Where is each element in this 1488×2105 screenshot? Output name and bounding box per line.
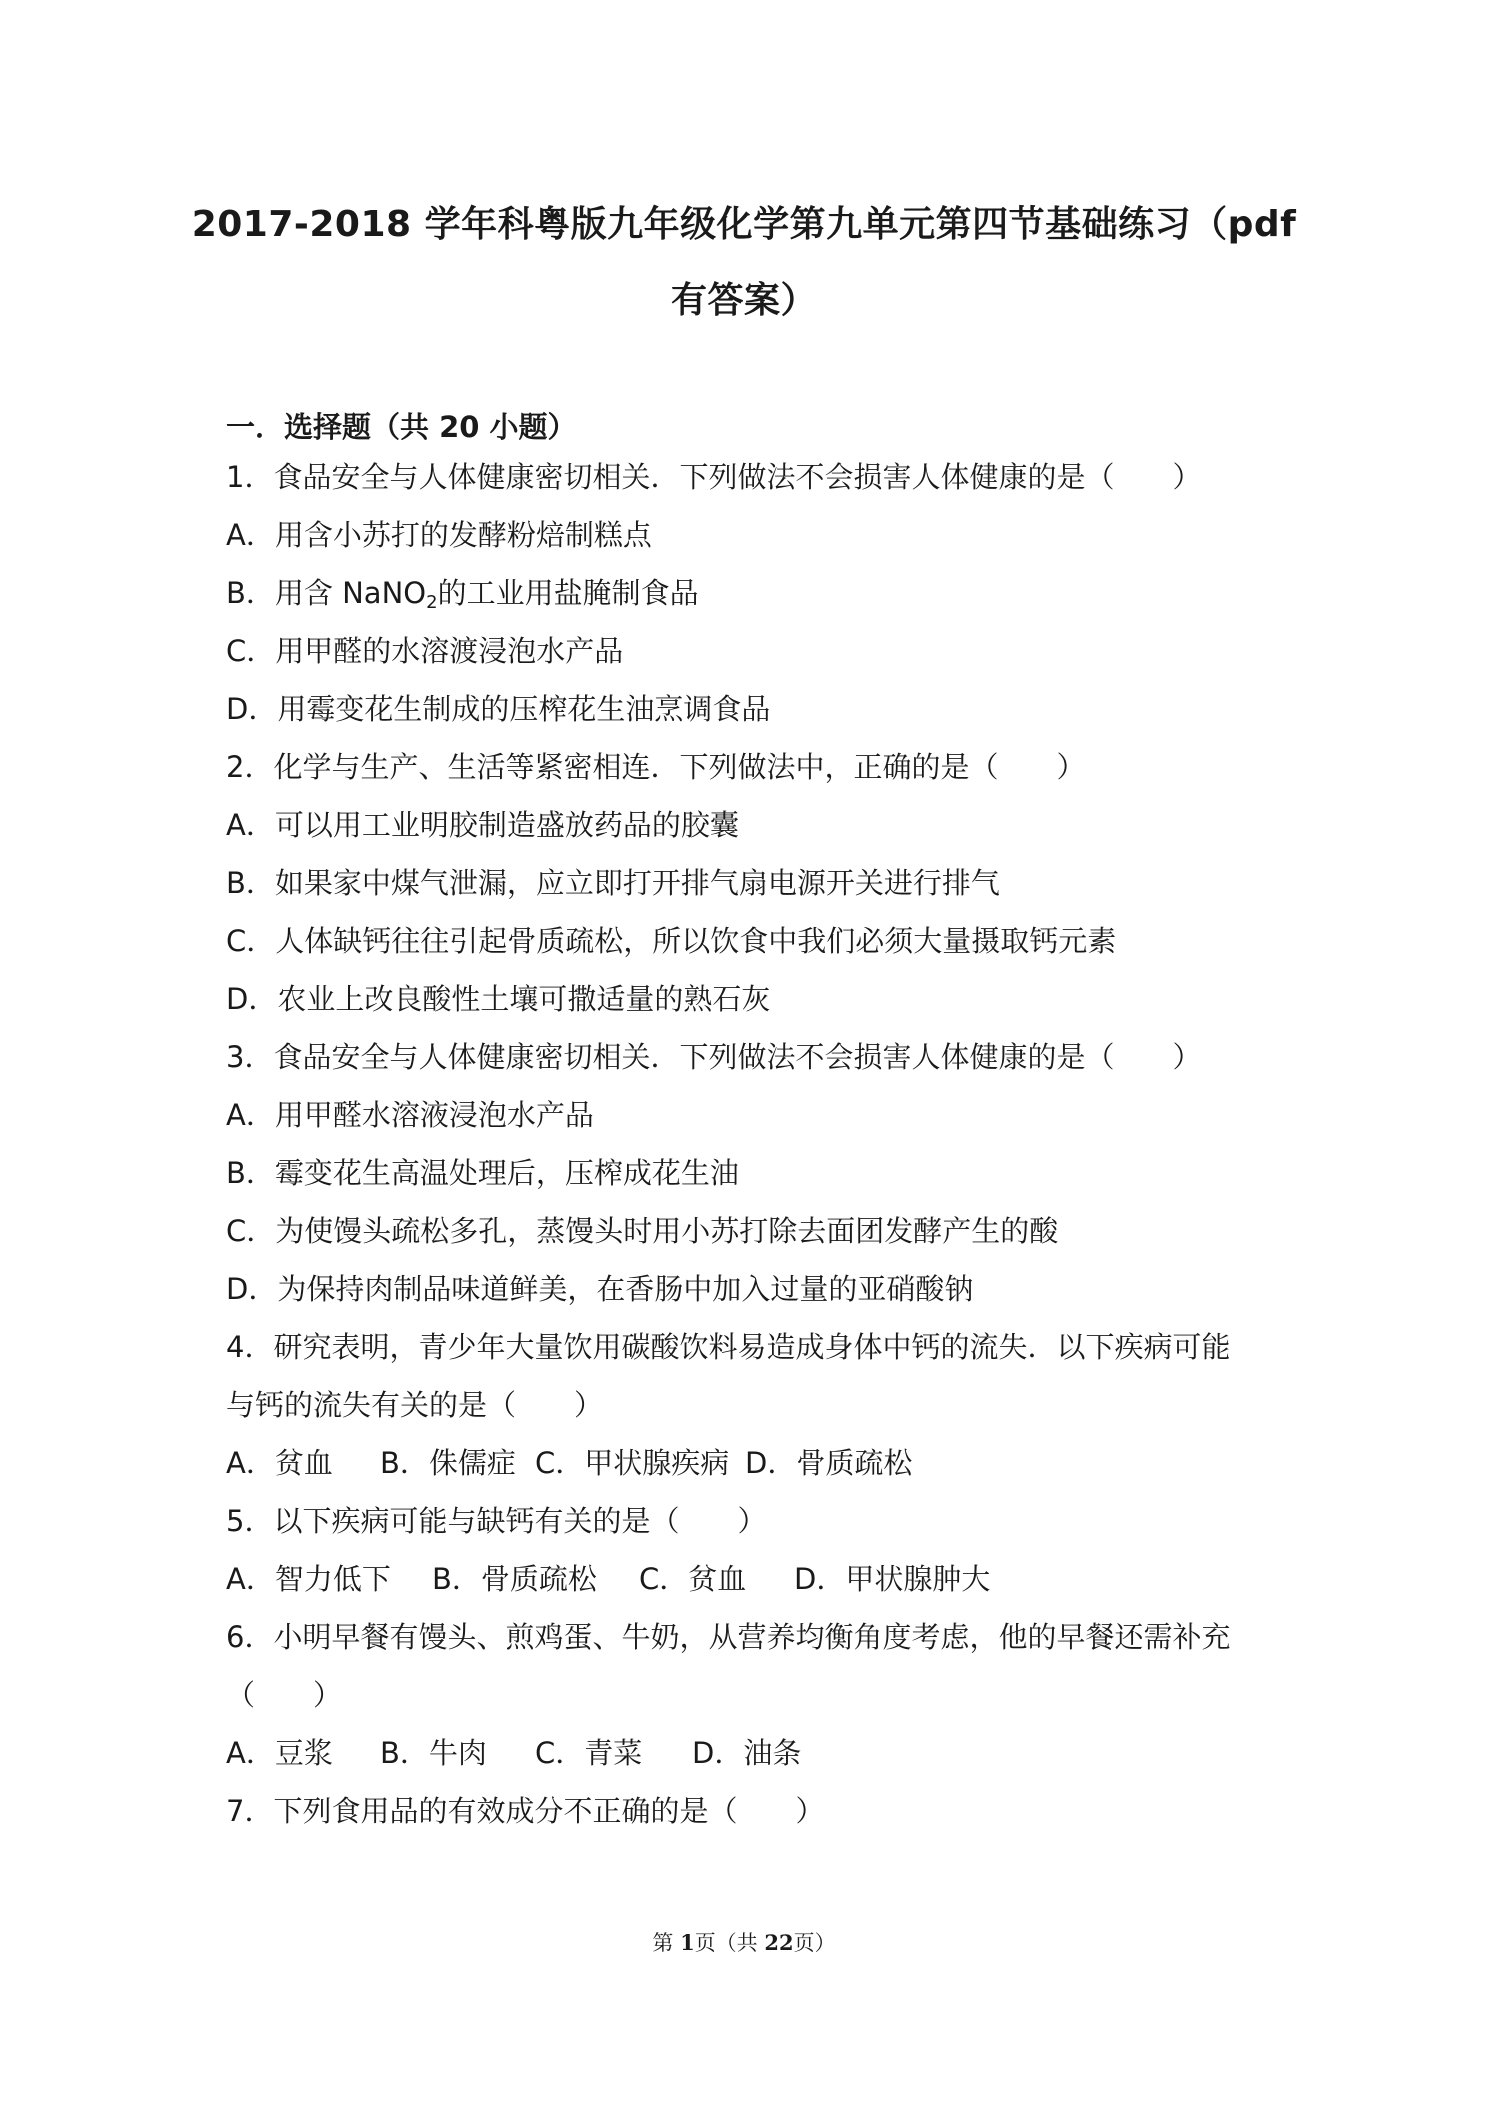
- footer-middle: 页（共: [694, 1931, 765, 1955]
- question-4-option-a: A．贫血: [226, 1446, 333, 1480]
- question-5-options: [226, 1559, 1326, 1599]
- question-4-option-c: C．甲状腺疾病: [535, 1446, 730, 1480]
- question-6-option-b: B．牛肉: [380, 1736, 487, 1770]
- question-4-option-d: D．骨质疏松: [745, 1446, 913, 1480]
- question-6-stem-line-2: （ ）: [226, 1678, 343, 1712]
- question-4-option-b: B．侏儒症: [380, 1446, 516, 1480]
- question-5-option-c: C．贫血: [639, 1562, 747, 1596]
- question-1-option-b: [226, 573, 699, 623]
- subscript-2: 2: [426, 592, 438, 613]
- question-1-option-d: D．用霉变花生制成的压榨花生油烹调食品: [226, 692, 771, 726]
- option-b-tail: 的工业用盐腌制食品: [437, 576, 699, 610]
- question-6-option-d: D．油条: [692, 1736, 802, 1770]
- question-5-option-b: B．骨质疏松: [432, 1562, 597, 1596]
- question-2-option-b: B．如果家中煤气泄漏，应立即打开排气扇电源开关进行排气: [226, 866, 1000, 900]
- question-2-option-d: D．农业上改良酸性土壤可撒适量的熟石灰: [226, 982, 771, 1016]
- question-2-option-a: A．可以用工业明胶制造盛放药品的胶囊: [226, 808, 739, 842]
- option-b-text: B．用含 NaNO: [226, 576, 427, 610]
- question-2-option-c: C．人体缺钙往往引起骨质疏松，所以饮食中我们必须大量摄取钙元素: [226, 924, 1117, 958]
- question-7-stem: 7．下列食用品的有效成分不正确的是（ ）: [226, 1794, 825, 1828]
- question-3-stem: 3．食品安全与人体健康密切相关．下列做法不会损害人体健康的是（ ）: [226, 1040, 1202, 1074]
- footer-suffix: 页）: [793, 1931, 836, 1955]
- footer-prefix: 第: [652, 1931, 681, 1955]
- question-1-option-a: A．用含小苏打的发酵粉焙制糕点: [226, 518, 652, 552]
- question-5-stem: 5．以下疾病可能与缺钙有关的是（ ）: [226, 1504, 767, 1538]
- question-4-options: [226, 1443, 1326, 1483]
- question-6-option-a: A．豆浆: [226, 1736, 333, 1770]
- question-2-stem: 2．化学与生产、生活等紧密相连．下列做法中，正确的是（ ）: [226, 750, 1086, 784]
- question-4-stem-line-2: 与钙的流失有关的是（ ）: [226, 1388, 604, 1422]
- document-title-line-1: 2017-2018 学年科粤版九年级化学第九单元第四节基础练习（pdf: [191, 204, 1297, 245]
- question-6-options: [226, 1733, 1326, 1773]
- question-3-option-d: D．为保持肉制品味道鲜美，在香肠中加入过量的亚硝酸钠: [226, 1272, 974, 1306]
- question-3-option-a: A．用甲醛水溶液浸泡水产品: [226, 1098, 594, 1132]
- question-1-option-c: C．用甲醛的水溶渡浸泡水产品: [226, 634, 624, 668]
- question-3-option-b: B．霉变花生高温处理后，压榨成花生油: [226, 1156, 739, 1190]
- footer-page-number: 1: [680, 1930, 695, 1955]
- question-6-option-c: C．青菜: [535, 1736, 643, 1770]
- section-heading: 一．选择题（共 20 小题）: [226, 410, 577, 444]
- question-4-stem-line-1: 4．研究表明，青少年大量饮用碳酸饮料易造成身体中钙的流失．以下疾病可能: [226, 1330, 1231, 1364]
- page-footer: [0, 1927, 1488, 1957]
- question-1-stem: 1．食品安全与人体健康密切相关．下列做法不会损害人体健康的是（ ）: [226, 460, 1202, 494]
- document-title-line-2: 有答案）: [670, 280, 817, 321]
- question-6-stem-line-1: 6．小明早餐有馒头、煎鸡蛋、牛奶，从营养均衡角度考虑，他的早餐还需补充: [226, 1620, 1231, 1654]
- question-5-option-d: D．甲状腺肿大: [794, 1562, 991, 1596]
- footer-total-pages: 22: [764, 1930, 794, 1955]
- question-3-option-c: C．为使馒头疏松多孔，蒸馒头时用小苏打除去面团发酵产生的酸: [226, 1214, 1059, 1248]
- question-5-option-a: A．智力低下: [226, 1562, 391, 1596]
